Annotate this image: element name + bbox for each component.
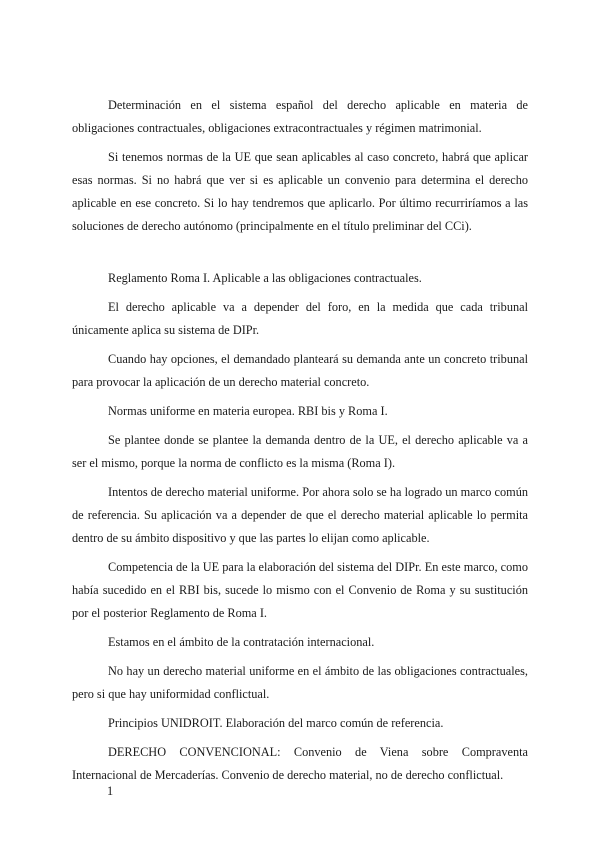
paragraph: El derecho aplicable va a depender del foro, en la medida que cada tribunal únicamente aplica su sistema de DIPr. <box>72 300 528 337</box>
paragraph: DERECHO CONVENCIONAL: Convenio de Viena sobre Compraventa Internacional de Mercaderías. Convenio de derecho material, no de derecho conflictual. <box>72 745 528 782</box>
paragraph: Intentos de derecho material uniforme. Por ahora solo se ha logrado un marco común de referencia. Su aplicación va a depender de que el derecho material aplicable lo permita dentro de su ámbito dispositivo y que las partes lo elijan como aplicable. <box>72 485 528 545</box>
paragraph: Cuando hay opciones, el demandado planteará su demanda ante un concreto tribunal para provocar la aplicación de un derecho material concreto. <box>72 352 528 389</box>
section-spacer <box>72 244 528 267</box>
paragraph: Reglamento Roma I. Aplicable a las obligaciones contractuales. <box>108 271 422 285</box>
page-number: 1 <box>107 784 114 798</box>
paragraph: Estamos en el ámbito de la contratación internacional. <box>108 635 375 649</box>
document-body <box>72 94 528 793</box>
paragraph: No hay un derecho material uniforme en el ámbito de las obligaciones contractuales, pero si que hay uniformidad conflictual. <box>72 664 528 701</box>
paragraph: Determinación en el sistema español del derecho aplicable en materia de obligaciones contractuales, obligaciones extracontractuales y régimen matrimonial. <box>72 98 528 135</box>
paragraph: Normas uniforme en materia europea. RBI bis y Roma I. <box>108 404 388 418</box>
paragraph: Si tenemos normas de la UE que sean aplicables al caso concreto, habrá que aplicar esas normas. Si no habrá que ver si es aplicable un convenio para determina el derecho aplicable en ese concreto. Si lo hay tendremos que aplicarlo. Por último recurriríamos a las soluciones de derecho autónomo (principalmente en el título preliminar del CCi). <box>72 150 528 233</box>
paragraph: Se plantee donde se plantee la demanda dentro de la UE, el derecho aplicable va a ser el mismo, porque la norma de conflicto es la misma (Roma I). <box>72 433 528 470</box>
paragraph: Competencia de la UE para la elaboración del sistema del DIPr. En este marco, como había sucedido en el RBI bis, sucede lo mismo con el Convenio de Roma y su sustitución por el posterior Reglamento de Roma I. <box>72 560 528 620</box>
paragraph: Principios UNIDROIT. Elaboración del marco común de referencia. <box>108 716 444 730</box>
